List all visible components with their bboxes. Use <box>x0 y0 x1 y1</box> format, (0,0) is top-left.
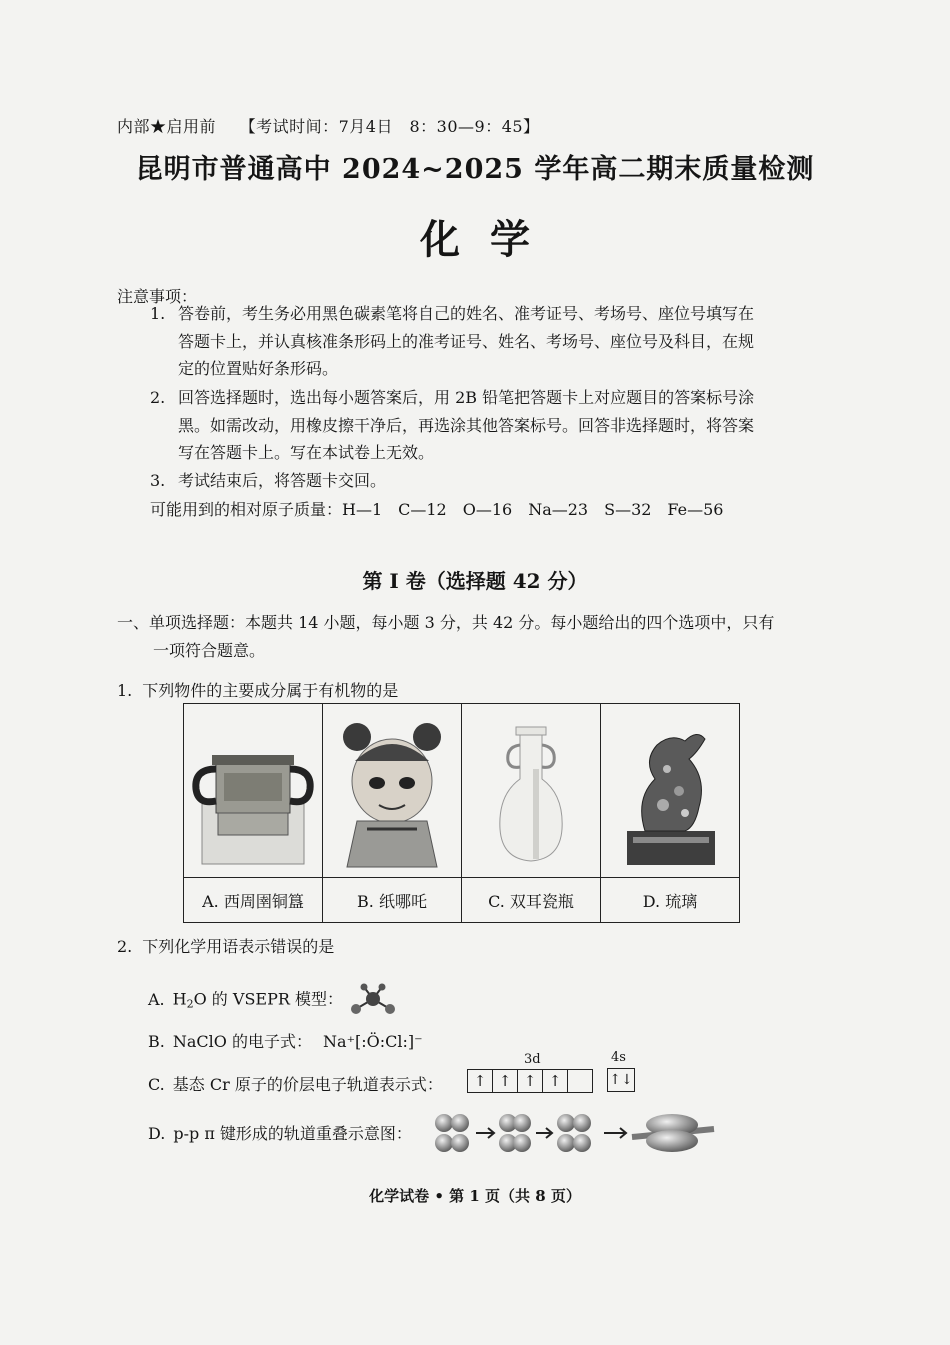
notice-num: 2. <box>150 388 166 407</box>
notice-line: 写在答题卡上。写在本试卷上无效。 <box>178 443 435 462</box>
option-text: H <box>172 989 187 1009</box>
notice-item-2 <box>150 384 830 467</box>
option-letter: B. <box>148 1032 165 1051</box>
option-a-label: A. 西周圉铜簋 <box>184 878 323 923</box>
orbital-3d-label: 3d <box>524 1052 541 1067</box>
option-text: NaClO 的电子式： <box>172 1032 312 1051</box>
notice-num: 3. <box>150 471 166 490</box>
pi-bond-orbital-diagram <box>432 1111 722 1155</box>
orbital-4s-label: 4s <box>611 1050 626 1065</box>
option-b-label: B. 纸哪吒 <box>323 878 462 923</box>
notice-title: 注意事项： <box>117 287 198 306</box>
exam-title: 昆明市普通高中 2024~2025 学年高二期末质量检测 <box>135 154 815 185</box>
notice-line: 答题卡上，并认真核准条形码上的准考证号、姓名、考场号、座位号及科目，在规 <box>178 331 755 351</box>
electron-formula: Na⁺[:Ö:Cl:]⁻ <box>323 1032 423 1051</box>
q2-option-a <box>148 983 398 1017</box>
porcelain-vase-illustration <box>466 709 596 869</box>
orbital-box: ↑ <box>518 1069 543 1093</box>
section-line-1: 一、单项选择题：本题共 14 小题，每小题 3 分，共 42 分。每小题给出的四个选项中，只有 <box>117 613 775 632</box>
p-orbitals-overlapping <box>557 1114 591 1152</box>
question-text: 下列化学用语表示错误的是 <box>142 937 335 956</box>
header-line <box>117 114 558 137</box>
option-c-label: C. 双耳瓷瓶 <box>462 878 601 923</box>
q2-stem <box>117 934 334 957</box>
part1-title: 第 I 卷（选择题 42 分） <box>362 569 588 593</box>
atomic-mass-line: 可能用到的相对原子质量：H—1 C—12 O—16 Na—23 S—32 Fe—56 <box>150 500 724 519</box>
exam-time: 【考试时间：7月4日 8：30—9：45】 <box>239 117 540 136</box>
notice-line: 定的位置贴好条形码。 <box>178 359 339 378</box>
subject-title: 化学 <box>420 216 560 263</box>
q1-stem <box>117 678 398 701</box>
question-number: 2. <box>117 937 133 956</box>
confidential-label: 内部★启用前 <box>117 117 217 136</box>
q2-option-d <box>148 1121 412 1144</box>
orbital-4s-box: ↑↓ <box>607 1068 635 1092</box>
bronze-gui-illustration <box>188 709 318 869</box>
option-a-image <box>184 704 323 878</box>
option-text: 基态 Cr 原子的价层电子轨道表示式： <box>172 1075 443 1094</box>
paper-nezha-illustration <box>327 709 457 869</box>
section-instructions <box>117 609 827 665</box>
notice-line: 回答选择题时，选出每小题答案后，用 2B 铅笔把答题卡上对应题目的答案标号涂 <box>178 388 755 407</box>
notice-line: 考试结束后，将答题卡交回。 <box>178 471 387 490</box>
section-line-2: 一项符合题意。 <box>153 641 266 660</box>
pi-bond-orbital <box>632 1114 714 1152</box>
notice-line: 黑。如需改动，用橡皮擦干净后，再选涂其他答案标号。回答非选择题时，将答案 <box>178 415 755 435</box>
question-text: 下列物件的主要成分属于有机物的是 <box>142 681 399 700</box>
notice-line: 答卷前，考生务必用黑色碳素笔将自己的姓名、准考证号、考场号、座位号填写在 <box>178 304 755 323</box>
q2-option-b <box>148 1029 423 1052</box>
notice-item-1 <box>150 300 830 383</box>
option-letter: C. <box>148 1075 165 1094</box>
option-d-label: D. 琉璃 <box>601 878 740 923</box>
subscript: 2 <box>186 997 194 1011</box>
orbital-3d-boxes <box>467 1069 593 1093</box>
option-text: p-p π 键形成的轨道重叠示意图： <box>173 1124 412 1143</box>
notice-item-3 <box>150 467 830 495</box>
orbital-box <box>568 1069 593 1093</box>
notice-num: 1. <box>150 304 166 323</box>
option-text: O 的 VSEPR 模型： <box>193 989 343 1009</box>
option-c-image <box>462 704 601 878</box>
q2-option-c <box>148 1072 443 1095</box>
option-b-image <box>323 704 462 878</box>
orbital-box: ↑ <box>543 1069 568 1093</box>
option-letter: D. <box>148 1124 166 1143</box>
p-orbitals-approaching <box>499 1114 531 1152</box>
option-letter: A. <box>148 989 165 1009</box>
vsepr-model-icon <box>348 983 398 1017</box>
option-d-image <box>601 704 740 878</box>
liuli-glass-illustration <box>605 709 735 869</box>
question-number: 1. <box>117 681 133 700</box>
page-footer: 化学试卷 • 第 1 页（共 8 页） <box>369 1187 581 1205</box>
p-orbitals-separate <box>435 1114 469 1152</box>
q1-options-table <box>183 703 740 923</box>
orbital-box: ↑ <box>493 1069 518 1093</box>
orbital-box: ↑ <box>467 1069 493 1093</box>
